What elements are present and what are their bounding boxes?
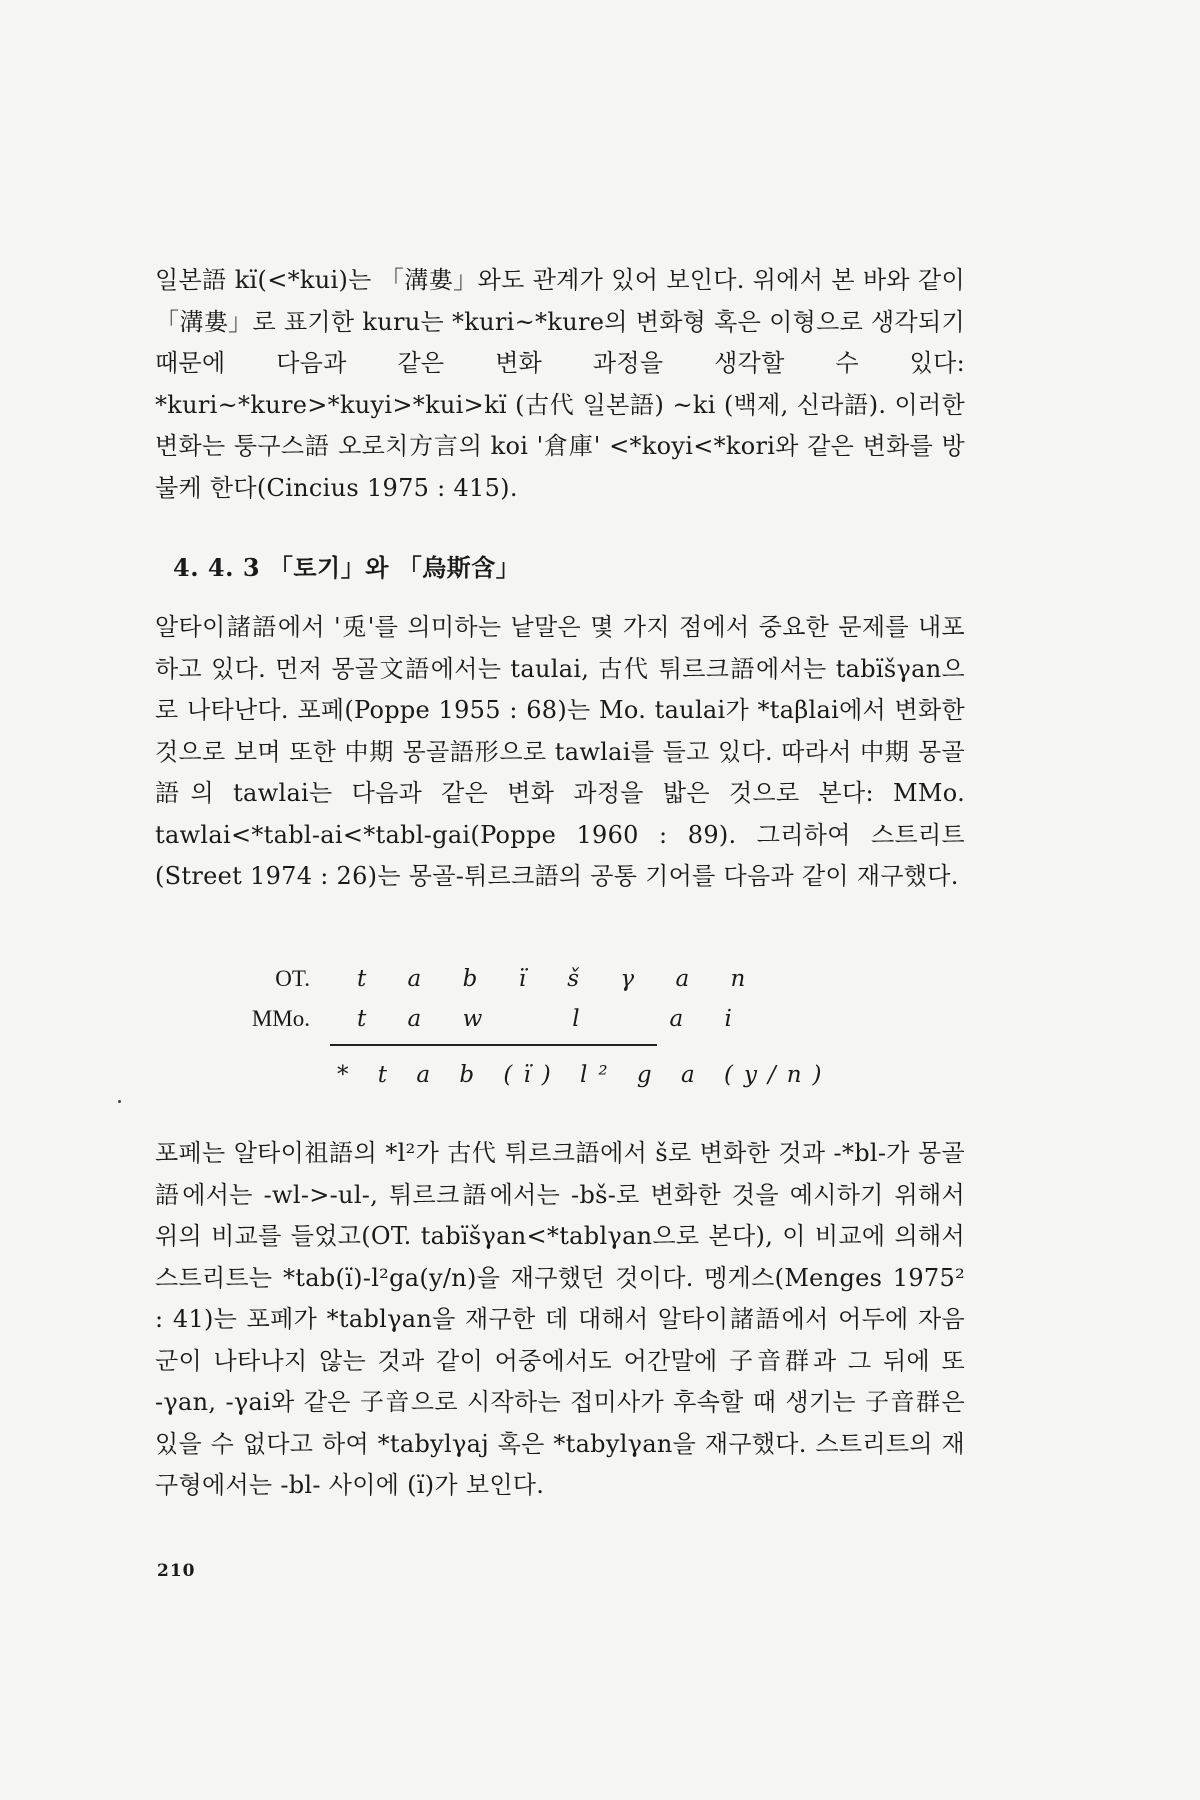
page-number: 210: [157, 1561, 196, 1581]
row-label: OT.: [275, 966, 310, 991]
section-heading: 4. 4. 3 「토기」와 「烏斯含」: [173, 553, 521, 582]
paragraph-rabbit-word: 알타이諸語에서 '兎'를 의미하는 낱말은 몇 가지 점에서 중요한 문제를 내포하고 있다. 먼저 몽골文語에서는 taulai, 古代 튀르크語에서는 tabïšγan으로 나타난다. 포페(Poppe 1955 : 68)는 Mo. taulai가 *taβlai에서 변화한 것으로 보며 또한 中期 몽골語形으로 tawlai를 들고 있다. 따라서 中期 몽골語의 tawlai는 다음과 같은 변화 과정을 밟은 것으로 본다: MMo. tawlai<*tabl-ai<*tabl-gai(Poppe 1960 : 89). 그리하여 스트리트(Street 1974 : 26)는 몽골-튀르크語의 공통 기어를 다음과 같이 재구했다.: [155, 613, 965, 890]
paragraph-kui: 일본語 kï(<*kui)는 「溝婁」와도 관계가 있어 보인다. 위에서 본 바와 같이 「溝婁」로 표기한 kuru는 *kuri~*kure의 변화형 혹은 이형으로 생각되기 때문에 다음과 같은 변화 과정을 생각할 수 있다: *kuri~*kure>*kuyi>*kui>kï (古代 일본語) ~ki (백제, 신라語). 이러한 변화는 퉁구스語 오로치方言의 koi '倉庫' <*koyi<*kori와 같은 변화를 방불케 한다(Cincius 1975 : 415).: [155, 266, 965, 502]
scan-speck: [118, 1100, 121, 1103]
row-segments: t a w l a i: [357, 1006, 749, 1032]
comparison-rule: [330, 1044, 657, 1046]
reconstruction-form: * t a b (ï) l² g a (y/n): [337, 1062, 833, 1088]
row-label: MMo.: [251, 1006, 310, 1031]
row-segments: t a b ï š γ a n: [357, 966, 763, 992]
paragraph-poppe-menges: 포페는 알타이祖語의 *l²가 古代 튀르크語에서 š로 변화한 것과 -*bl-가 몽골語에서는 -wl->-ul-, 튀르크語에서는 -bš-로 변화한 것을 예시하기 위해서 위의 비교를 들었고(OT. tabïšγan<*tablγan으로 본다), 이 비교에 의해서 스트리트는 *tab(ï)-l²ga(y/n)을 재구했던 것이다. 멩게스(Menges 1975² : 41)는 포페가 *tablγan을 재구한 데 대해서 알타이諸語에서 어두에 자음군이 나타나지 않는 것과 같이 어중에서도 어간말에 子音群과 그 뒤에 또 -γan, -γai와 같은 子音으로 시작하는 접미사가 후속할 때 생기는 子音群은 있을 수 없다고 하여 *tabylγaj 혹은 *tabylγan을 재구했다. 스트리트의 재구형에서는 -bl- 사이에 (ï)가 보인다.: [155, 1139, 965, 1499]
